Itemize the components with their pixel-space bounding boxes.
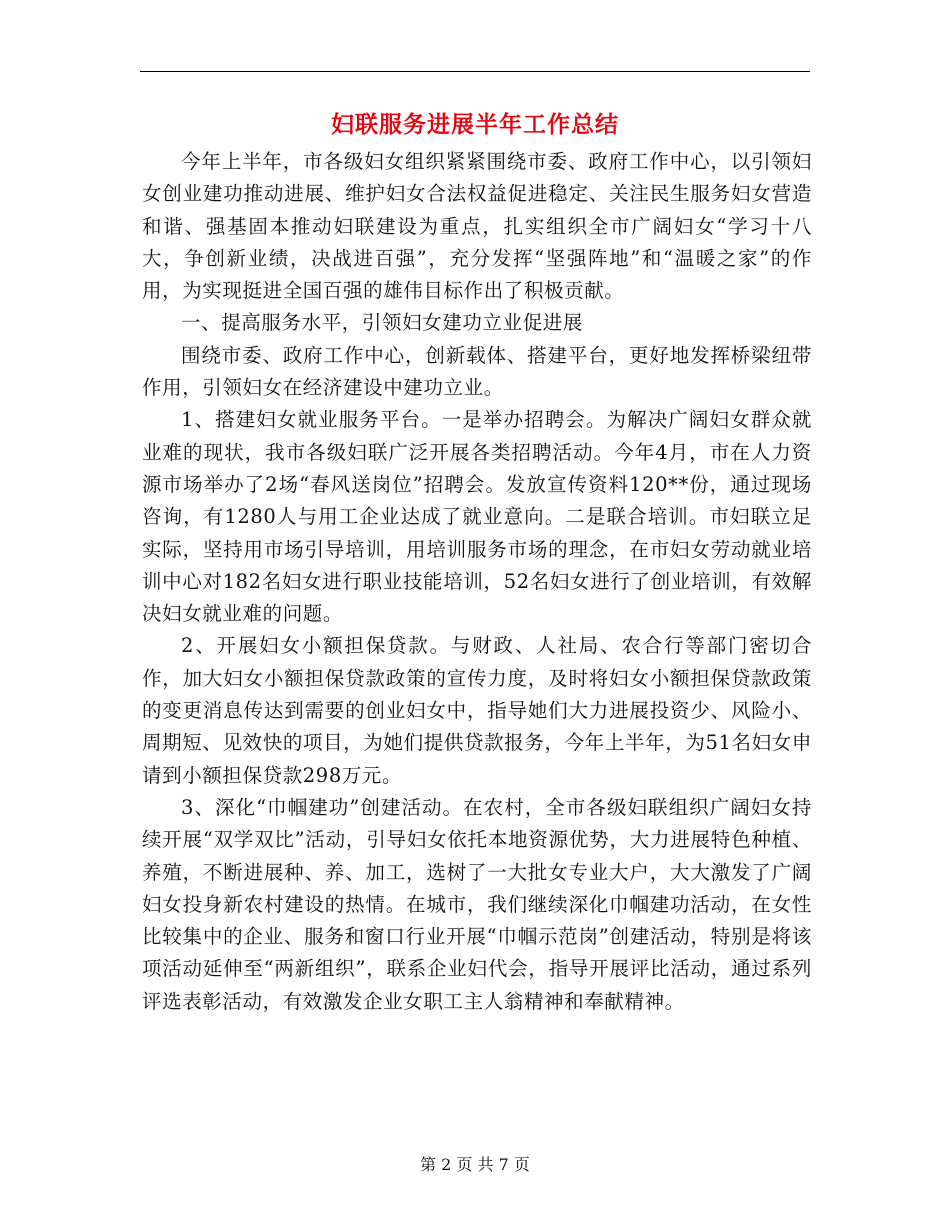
paragraph-intro: 今年上半年，市各级妇女组织紧紧围绕市委、政府工作中心，以引领妇女创业建功推动进展、维护妇女合法权益促进稳定、关注民生服务妇女营造和谐、强基固本推动妇联建设为重点，扎实组织全市广阔妇女“学习十八大，争创新业绩，决战进百强”，充分发挥“坚强阵地”和“温暖之家”的作用，为实现挺进全国百强的雄伟目标作出了积极贡献。 [142,150,812,303]
section-heading-1: 一、提高服务水平，引领妇女建功立业促进展 [181,311,584,335]
document-title: 妇联服务进展半年工作总结 [331,112,619,138]
paragraph-section-1-intro: 围绕市委、政府工作中心，创新载体、搭建平台，更好地发挥桥梁纽带作用，引领妇女在经济建设中建功立业。 [142,343,812,400]
paragraph-item-3: 3、深化“巾帼建功”创建活动。在农村，全市各级妇联组织广阔妇女持续开展“双学双比”活动，引导妇女依托本地资源优势，大力进展特色种植、养殖，不断进展种、养、加工，选树了一大批女专业大户，大大激发了广阔妇女投身新农村建设的热情。在城市，我们继续深化巾帼建功活动，在女性比较集中的企业、服务和窗口行业开展“巾帼示范岗”创建活动，特别是将该项活动延伸至“两新组织”，联系企业妇代会，指导开展评比活动，通过系列评选表彰活动，有效激发企业女职工主人翁精神和奉献精神。 [142,795,812,1013]
page-number-footer: 第 2 页 共 7 页 [420,1155,530,1174]
header-rule [140,71,810,72]
paragraph-item-1: 1、搭建妇女就业服务平台。一是举办招聘会。为解决广阔妇女群众就业难的现状，我市各级妇联广泛开展各类招聘活动。今年4月，市在人力资源市场举办了2场“春风送岗位”招聘会。发放宣传资料120**份，通过现场咨询，有1280人与用工企业达成了就业意向。二是联合培训。市妇联立足实际，坚持用市场引导培训，用培训服务市场的理念，在市妇女劳动就业培训中心对182名妇女进行职业技能培训，52名妇女进行了创业培训，有效解决妇女就业难的问题。 [142,408,812,626]
paragraph-item-2: 2、开展妇女小额担保贷款。与财政、人社局、农合行等部门密切合作，加大妇女小额担保贷款政策的宣传力度，及时将妇女小额担保贷款政策的变更消息传达到需要的创业妇女中，指导她们大力进展投资少、风险小、周期短、见效快的项目，为她们提供贷款报务，今年上半年，为51名妇女申请到小额担保贷款298万元。 [142,634,812,787]
document-body [142,146,812,1018]
